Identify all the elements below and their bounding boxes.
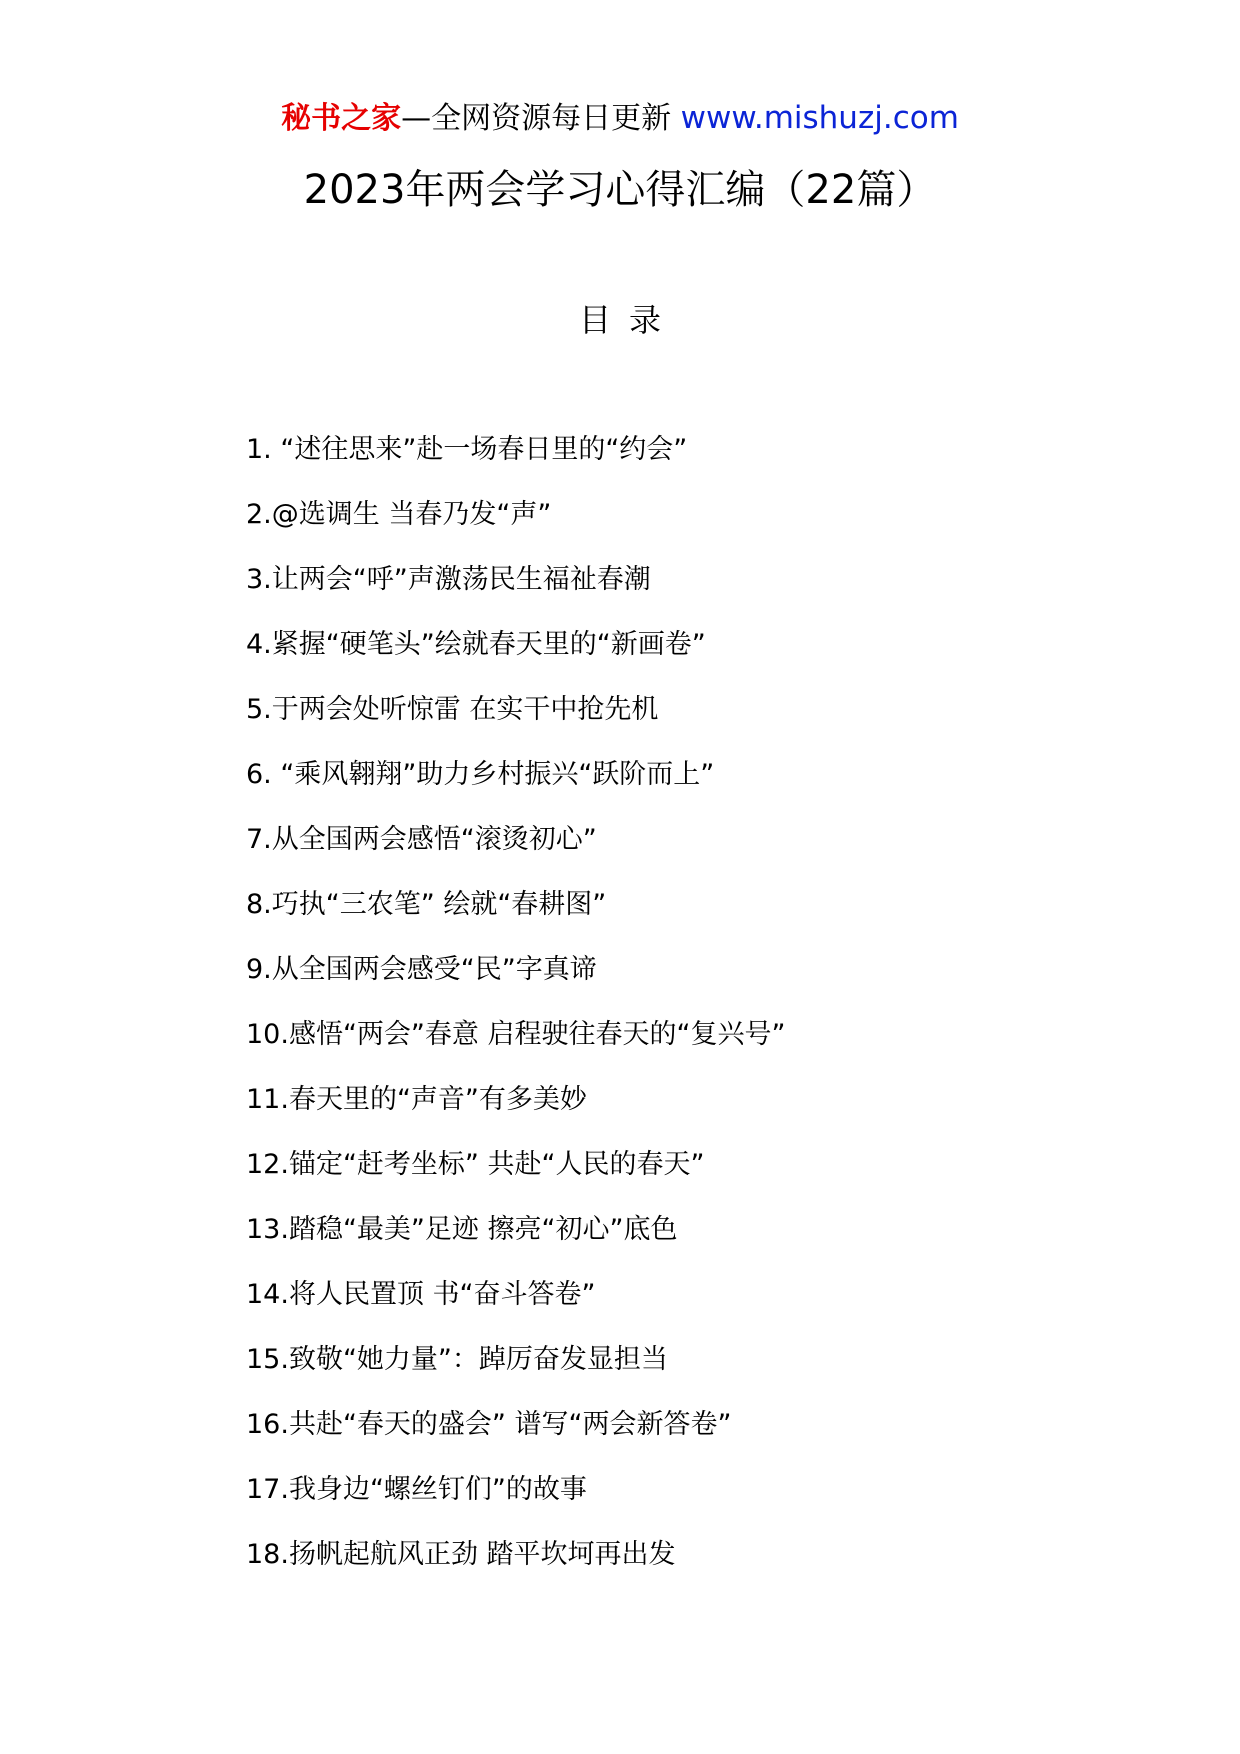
toc-item[interactable]: 6. “乘风翱翔”助力乡村振兴“跃阶而上”: [246, 759, 715, 790]
toc-item[interactable]: 4.紧握“硬笔头”绘就春天里的“新画卷”: [246, 629, 706, 660]
toc-item[interactable]: 10.感悟“两会”春意 启程驶往春天的“复兴号”: [246, 1019, 786, 1050]
toc-item[interactable]: 1. “述往思来”赴一场春日里的“约会”: [246, 434, 688, 465]
toc-list: [246, 430, 1146, 1600]
toc-item[interactable]: 17.我身边“螺丝钉们”的故事: [246, 1474, 587, 1505]
toc-item[interactable]: 8.巧执“三农笔” 绘就“春耕图”: [246, 889, 607, 920]
toc-item[interactable]: 11.春天里的“声音”有多美妙: [246, 1084, 587, 1115]
toc-item[interactable]: 7.从全国两会感悟“滚烫初心”: [246, 824, 597, 855]
toc-item[interactable]: 18.扬帆起航风正劲 踏平坎坷再出发: [246, 1539, 676, 1570]
toc-item[interactable]: 3.让两会“呼”声激荡民生福祉春潮: [246, 564, 651, 595]
toc-item[interactable]: 12.锚定“赶考坐标” 共赴“人民的春天”: [246, 1149, 705, 1180]
site-url-link[interactable]: www.mishuzj.com: [680, 100, 959, 136]
brand-name: 秘书之家: [281, 101, 402, 136]
toc-heading: 目录: [578, 301, 679, 339]
header-slogan: —全网资源每日更新: [401, 101, 681, 136]
toc-item[interactable]: 13.踏稳“最美”足迹 擦亮“初心”底色: [246, 1214, 678, 1245]
toc-item[interactable]: 9.从全国两会感受“民”字真谛: [246, 954, 597, 985]
toc-item[interactable]: 16.共赴“春天的盛会” 谱写“两会新答卷”: [246, 1409, 732, 1440]
toc-item[interactable]: 2.@选调生 当春乃发“声”: [246, 499, 552, 530]
site-header: [0, 98, 1240, 139]
toc-item[interactable]: 14.将人民置顶 书“奋斗答卷”: [246, 1279, 596, 1310]
toc-item[interactable]: 15.致敬“她力量”：踔厉奋发显担当: [246, 1344, 668, 1375]
toc-item[interactable]: 5.于两会处听惊雷 在实干中抢先机: [246, 694, 659, 725]
document-title: 2023年两会学习心得汇编（22篇）: [303, 167, 937, 213]
